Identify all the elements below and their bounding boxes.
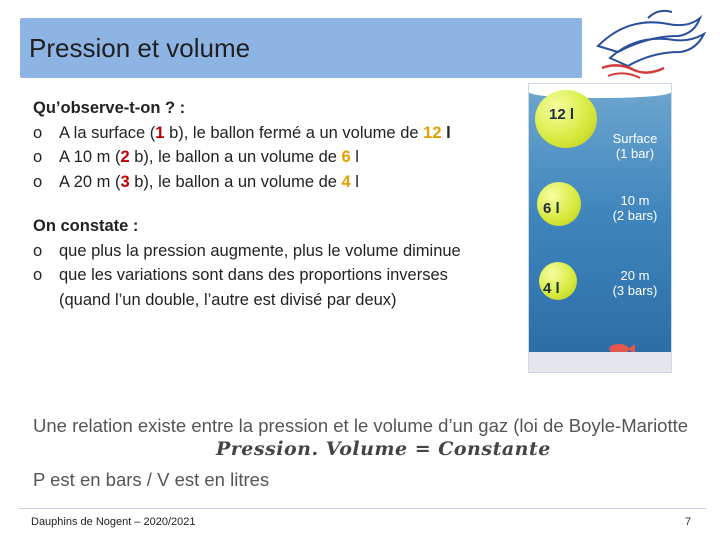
bullet-icon: o (33, 241, 43, 260)
observe-item-text: b), le ballon fermé a un volume de (164, 123, 424, 142)
pressure-value: 1 (155, 123, 165, 142)
constate-item-text: que plus la pression augmente, plus le volume diminue (59, 241, 461, 260)
constate-item-2 (33, 263, 513, 288)
volume-value: 12 (423, 123, 442, 142)
balloon-depth-illustration (528, 83, 672, 373)
footer-text: Dauphins de Nogent – 2020/2021 (31, 516, 196, 528)
constate-continuation-text: (quand l’un double, l’autre est divisé par deux) (59, 290, 397, 309)
observe-item-text: b), le ballon a un volume de (129, 172, 342, 191)
depth-label-20m: 20 m (3 bars) (612, 268, 658, 298)
balloon-volume-label: 6 l (543, 200, 560, 217)
observe-heading: Qu’observe-t-on ? : (33, 99, 186, 117)
observe-item-text: l (350, 148, 359, 166)
depth-label-10m: 10 m (2 bars) (612, 193, 658, 223)
balloon-volume-label: 4 l (543, 280, 560, 297)
observe-item-text: l (441, 123, 451, 142)
volume-value: 4 (341, 172, 351, 191)
observe-item-3 (33, 170, 513, 195)
observe-item-text: A 20 m ( (59, 172, 121, 191)
balloon-volume-label: 12 l (549, 106, 575, 123)
bullet-icon: o (33, 123, 43, 142)
depth-label-surface: Surface (1 bar) (612, 131, 658, 161)
observe-item-2 (33, 145, 513, 170)
seabed (529, 352, 671, 372)
page-title: Pression et volume (29, 33, 251, 63)
relation-text: Une relation existe entre la pression et le volume d’un gaz (loi de Boyle-Mariotte (33, 415, 689, 436)
bullet-icon: o (33, 148, 43, 166)
constate-heading: On constate : (33, 217, 139, 235)
page-number: 7 (685, 516, 692, 528)
title-bar (20, 18, 582, 78)
units-text: P est en bars / V est en litres (33, 469, 270, 490)
bullet-icon: o (33, 172, 43, 191)
pressure-value: 3 (120, 172, 130, 191)
bullet-icon: o (33, 266, 43, 284)
volume-value: 6 (341, 148, 351, 166)
boyle-mariotte-formula: Pression. Volume = Constante (216, 438, 551, 460)
observations-block (33, 96, 513, 312)
observe-item-text: A 10 m ( (59, 148, 121, 166)
observe-item-1 (33, 121, 513, 146)
pressure-value: 2 (120, 148, 130, 166)
dolphins-logo (588, 6, 714, 82)
observe-item-text: b), le ballon a un volume de (129, 148, 342, 166)
constate-continuation (33, 288, 513, 313)
constate-item-1 (33, 239, 513, 264)
observe-item-text: l (350, 172, 359, 191)
observe-item-text: A la surface ( (59, 123, 156, 142)
footer-divider (18, 508, 706, 509)
constate-item-text: que les variations sont dans des proportions inverses (59, 266, 448, 284)
